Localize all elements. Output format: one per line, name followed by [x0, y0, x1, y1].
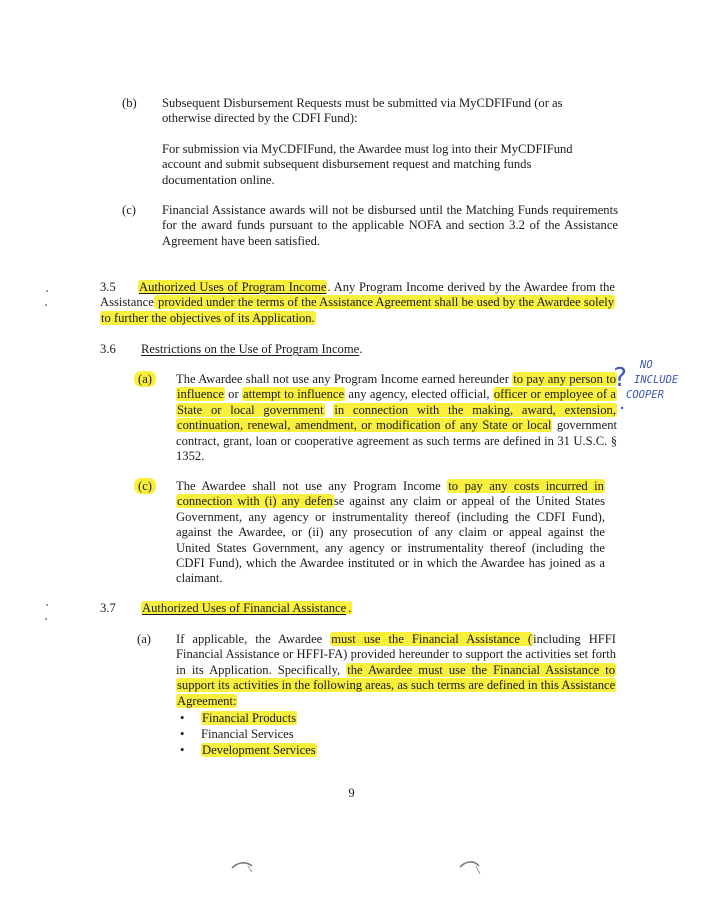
margin-speck	[46, 290, 48, 292]
margin-speck	[45, 304, 47, 306]
page-number: 9	[348, 786, 355, 800]
section-3-6-heading: Restrictions on the Use of Program Income	[141, 342, 360, 356]
highlight-run: officer or employee of a State or local government	[177, 387, 617, 417]
text-run: government contract, grant, loan or cooperative agreement as such terms are defined in 31 U.S.C. § 1352.	[176, 418, 617, 464]
section-3-6-c-text	[176, 479, 605, 587]
section-3-6-heading-line	[141, 342, 362, 357]
item-c-label: (c)	[122, 203, 136, 217]
section-3-7-heading-line	[141, 601, 352, 616]
item-b-text: Subsequent Disbursement Requests must be submitted via MyCDFIFund (or as otherwise directed by the CDFI Fund):	[162, 96, 563, 126]
highlight-run: in connection with the making, award, extension, continuation, renewal, amendment, or modification of any State or local	[177, 402, 616, 433]
highlight-run: to pay any person to influence	[177, 372, 616, 402]
margin-speck	[46, 604, 48, 606]
section-3-7-heading-end: .	[348, 601, 352, 615]
list-item: • Financial Services	[180, 727, 294, 741]
text-run: including HFFI Financial Assistance or HFFI-FA) provided hereunder to support the activities set forth in its Application. Specifically,	[176, 632, 616, 677]
section-3-7-a-label: (a)	[137, 632, 151, 646]
text-run: The Awardee shall not use any Program Income earned hereunder	[176, 372, 513, 386]
margin-speck	[45, 618, 47, 620]
text-run: se against any claim or appeal of the United States Government, any agency or instrumentality thereof (including the CDFI Fund), against the Awardee, or (ii) any prosecution of any claim or appeal against the United States Government, any agency or instrumentality thereof (including the CDFI Fund), which the Awardee instituted or in which the Awardee has joined as a claimant.	[176, 494, 605, 586]
highlight-run: the Awardee must use the Financial Assistance to support its activities in the following areas, as such terms are defined in this Assistance Agreement:	[177, 662, 616, 708]
section-3-7-number: 3.7	[100, 601, 116, 615]
text-run: The Awardee shall not use any Program Income	[176, 479, 448, 493]
section-3-6-c-label-text: (c)	[134, 478, 156, 494]
text-run: If applicable, the Awardee	[176, 632, 331, 646]
bullet-text: Development Services	[202, 743, 316, 757]
section-3-6-a-text	[176, 372, 617, 464]
item-b-label: (b)	[122, 96, 137, 110]
section-3-5-sentence-highlight: provided under the terms of the Assistance Agreement shall be used by the Awardee solely to further the objectives of its Application.	[101, 295, 614, 325]
section-3-6-a-label	[134, 372, 156, 387]
text-run: or	[224, 387, 243, 402]
staple-mark-right-tail	[476, 866, 480, 874]
handwritten-line-1: NO	[640, 359, 653, 371]
section-3-5-paragraph	[100, 280, 615, 326]
highlight-run: to pay any costs incurred in connection with (i) any defen	[177, 479, 604, 509]
item-c-text: Financial Assistance awards will not be disbursed until the Matching Funds requirements for the award funds pursuant to the applicable NOFA and section 3.2 of the Assistance Agreement have been satisfied.	[162, 203, 618, 248]
handwritten-margin-note	[612, 358, 702, 403]
section-3-6-number: 3.6	[100, 342, 116, 356]
bullet-text: Financial Services	[201, 727, 294, 741]
staple-mark-left	[232, 863, 252, 868]
section-3-6-c-label	[134, 479, 156, 494]
section-3-5-heading: Authorized Uses of Program Income	[139, 280, 327, 294]
areas-bullet-list	[176, 710, 317, 758]
handwritten-question-mark: ?	[612, 363, 628, 393]
section-3-7-a-text	[176, 632, 616, 709]
text-run: any agency, elected official,	[345, 387, 493, 402]
staple-mark-right	[460, 862, 479, 867]
list-item: • Development Services	[180, 743, 316, 757]
section-3-5-sentence-start: . Any Program Income derived by the Awardee from the Assistance	[100, 280, 616, 310]
highlight-run: attempt to influence	[243, 387, 345, 402]
section-3-7-heading: Authorized Uses of Financial Assistance	[142, 601, 347, 615]
section-3-6-a-label-text: (a)	[134, 371, 156, 387]
section-3-6-heading-end: .	[359, 342, 363, 356]
handwritten-line-3: COOPER	[626, 389, 664, 401]
ink-dot	[621, 407, 623, 409]
section-3-5-number: 3.5	[100, 280, 116, 294]
list-item: • Financial Products	[180, 711, 297, 725]
handwritten-line-2: INCLUDE	[634, 374, 679, 386]
bullet-text: Financial Products	[202, 711, 297, 725]
highlight-run: must use the Financial Assistance (	[331, 632, 533, 646]
item-b-detail: For submission via MyCDFIFund, the Awardee must log into their MyCDFIFund account and submit subsequent disbursement request and matching funds documentation online.	[162, 142, 573, 187]
staple-mark-left-tail	[248, 866, 252, 872]
